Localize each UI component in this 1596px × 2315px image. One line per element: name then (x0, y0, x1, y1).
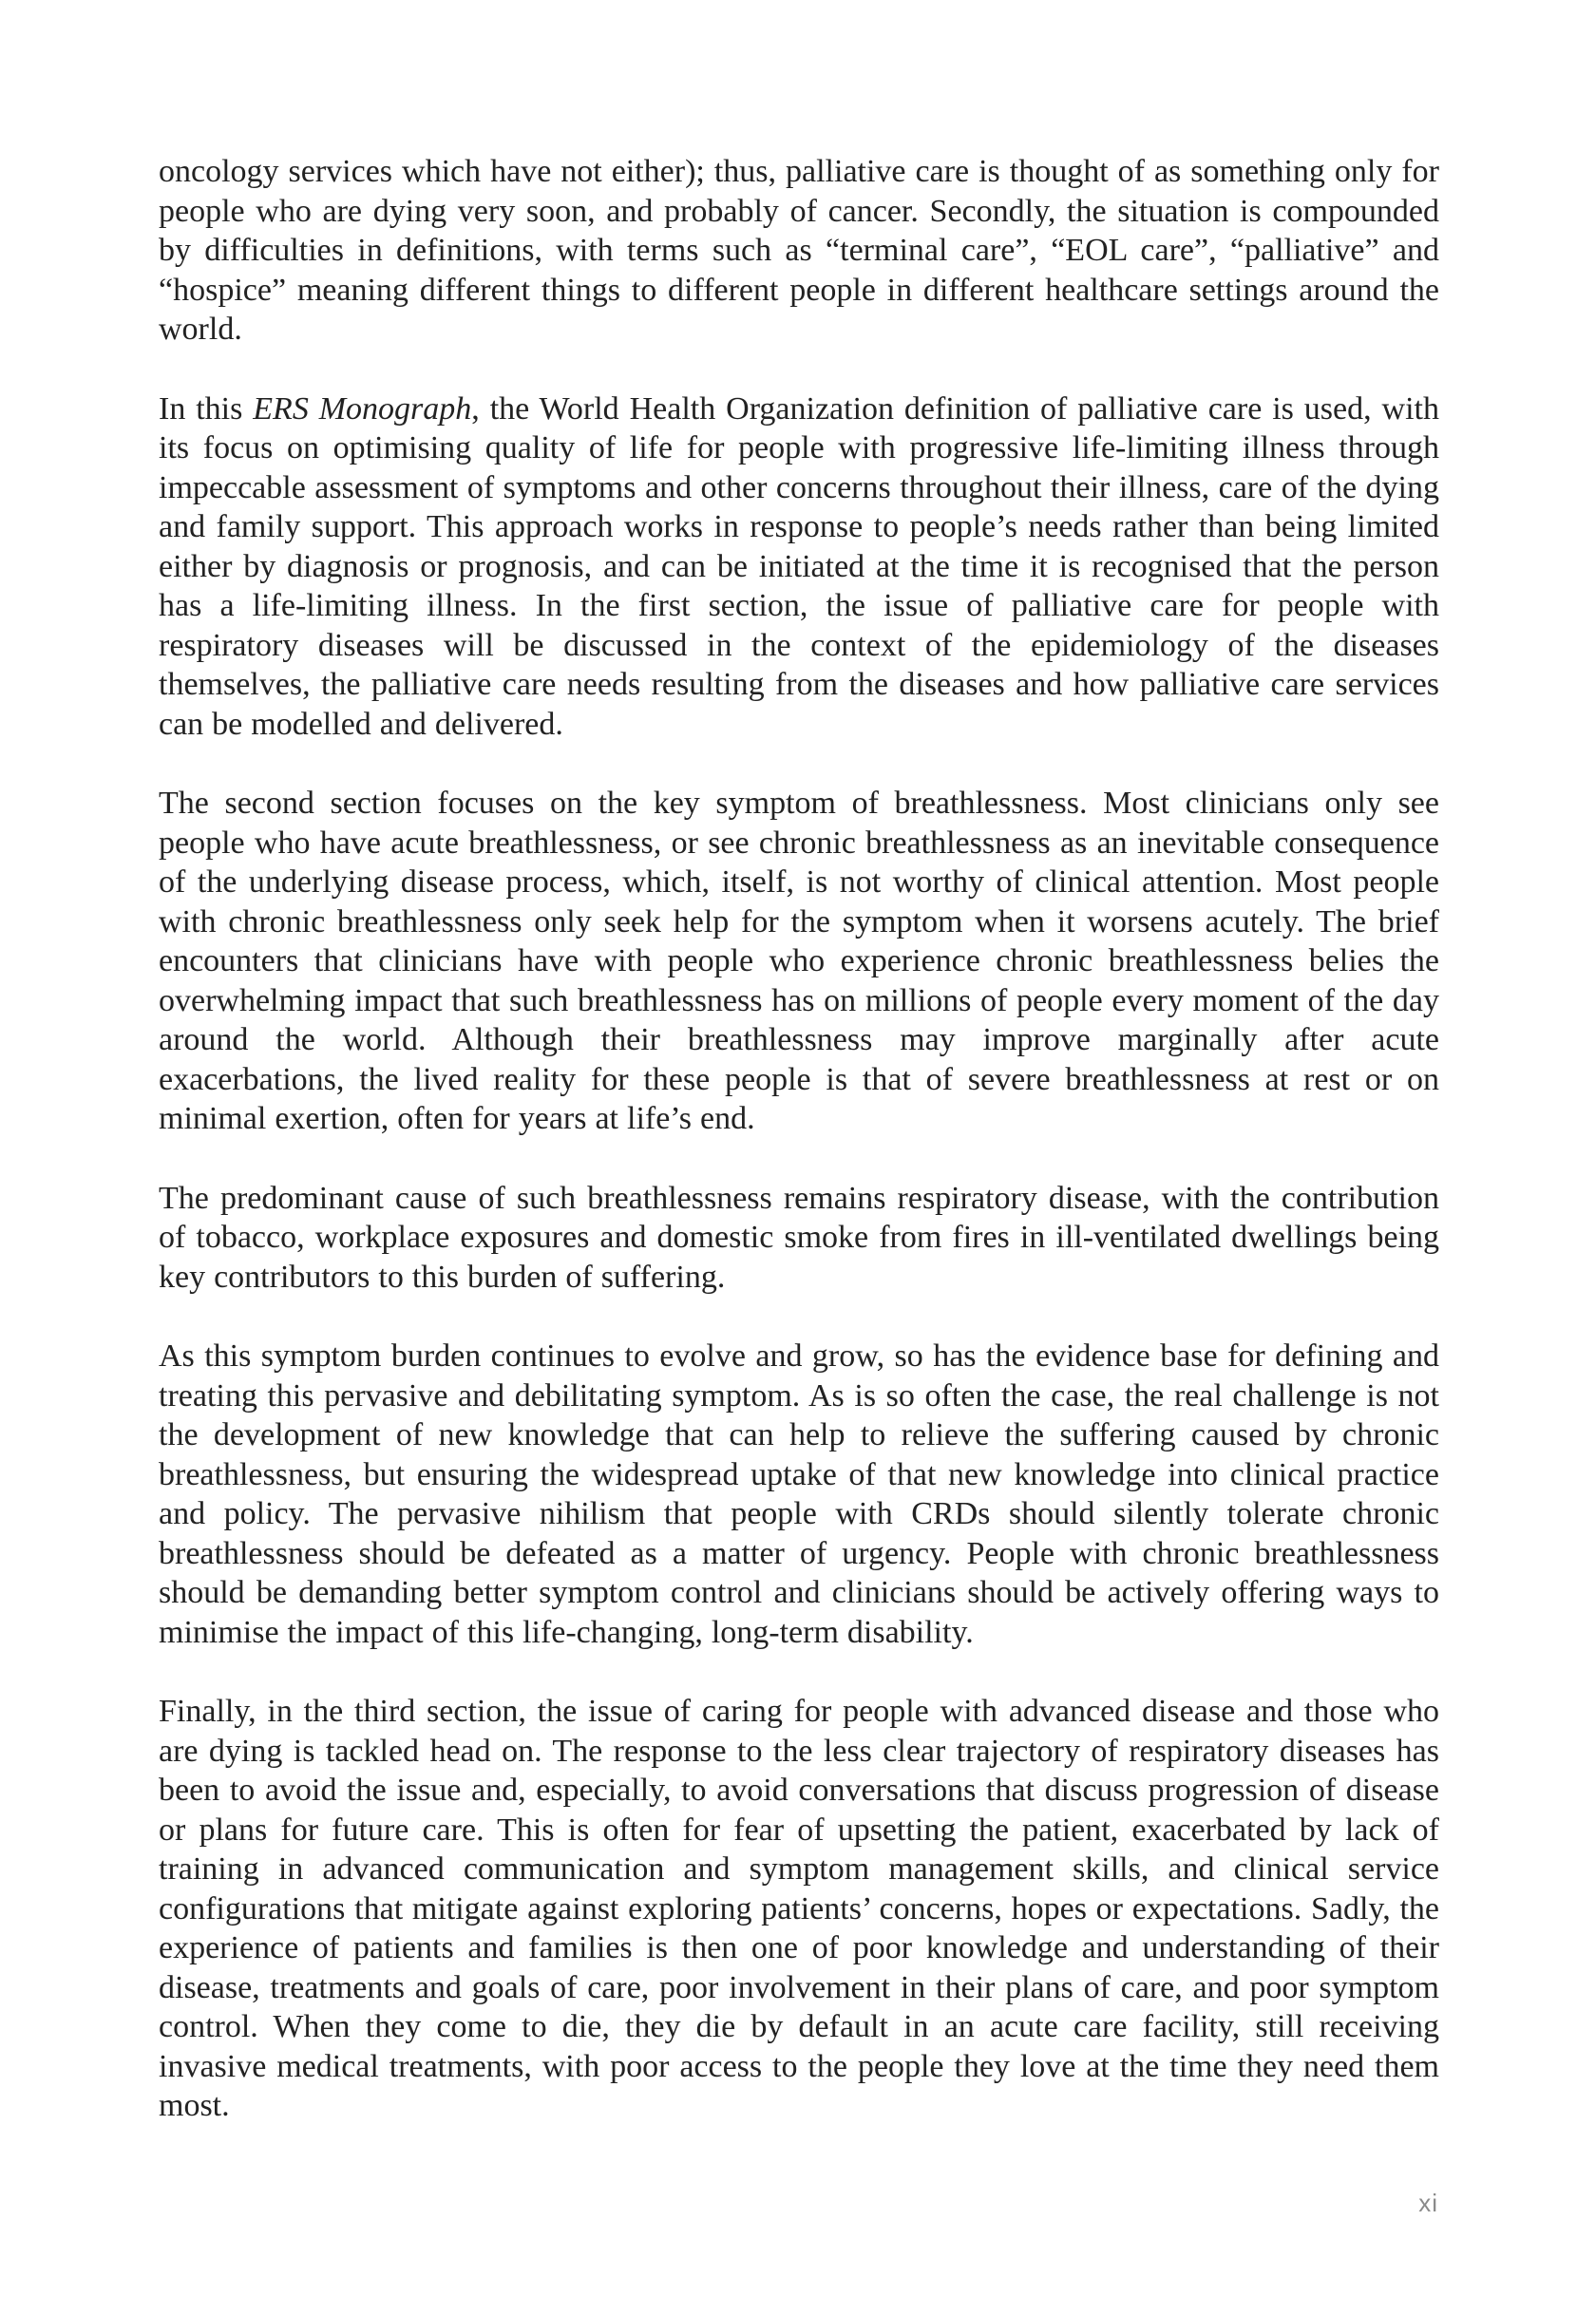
paragraph-1: oncology services which have not either); thus, palliative care is thought of as something only for people who are dying very soon, and probably of cancer. Secondly, the situation is compounded by difficulties in definitions, with terms such as “terminal care”, “EOL care”, “palliative” and “hospice” meaning different things to different people in different healthcare settings around the world. (159, 154, 1439, 347)
paragraph-2-body: , the World Health Organization definition of palliative care is used, with its focus on optimising quality of life for people with progressive life-limiting illness through impeccable assessment of symptoms and other concerns throughout their illness, care of the dying and family support. This approach works in response to people’s needs rather than being limited either by diagnosis or prognosis, and can be initiated at the time it is recognised that the person has a life-limiting illness. In the first section, the issue of palliative care for people with respiratory diseases will be discussed in the context of the epidemiology of the diseases themselves, the palliative care needs resulting from the diseases and how palliative care services can be modelled and delivered. (159, 390, 1439, 742)
body-text (159, 152, 1439, 2166)
page-number: xi (1418, 2189, 1438, 2217)
paragraph-5: As this symptom burden continues to evolve and grow, so has the evidence base for defining and treating this pervasive and debilitating symptom. As is so often the case, the real challenge is not the development of new knowledge that can help to relieve the suffering caused by chronic breathlessness, but ensuring the widespread uptake of that new knowledge into clinical practice and policy. The pervasive nihilism that people with CRDs should silently tolerate chronic breathlessness should be defeated as a matter of urgency. People with chronic breathlessness should be demanding better symptom control and clinicians should be actively offering ways to minimise the impact of this life-changing, long-term disability. (159, 1338, 1439, 1650)
paragraph-2 (159, 389, 1439, 745)
monograph-title: ERS Monograph (253, 390, 472, 427)
paragraph-3: The second section focuses on the key symptom of breathlessness. Most clinicians only see people who have acute breathlessness, or see chronic breathlessness as an inevitable consequence of the underlying disease process, which, itself, is not worthy of clinical attention. Most people with chronic breathlessness only seek help for the symptom when it worsens acutely. The brief encounters that clinicians have with people who experience chronic breathlessness belies the overwhelming impact that such breathlessness has on millions of people every moment of the day around the world. Although their breathlessness may improve marginally after acute exacerbations, the lived reality for these people is that of severe breathlessness at rest or on minimal exertion, often for years at life’s end. (159, 786, 1439, 1136)
paragraph-6: Finally, in the third section, the issue of caring for people with advanced disease and those who are dying is tackled head on. The response to the less clear trajectory of respiratory diseases has been to avoid the issue and, especially, to avoid conversations that discuss progression of disease or plans for future care. This is often for fear of upsetting the patient, exacerbated by lack of training in advanced communication and symptom management skills, and clinical service configurations that mitigate against exploring patients’ concerns, hopes or expectations. Sadly, the experience of patients and families is then one of poor knowledge and understanding of their disease, treatments and goals of care, poor involvement in their plans of care, and poor symptom control. When they come to die, they die by default in an acute care facility, still receiving invasive medical treatments, with poor access to the people they love at the time they need them most. (159, 1694, 1439, 2123)
paragraph-2-intro: In this (159, 390, 254, 427)
paragraph-4: The predominant cause of such breathlessness remains respiratory disease, with the contribution of tobacco, workplace exposures and domestic smoke from fires in ill-ventilated dwellings being key contributors to this burden of suffering. (159, 1180, 1439, 1295)
